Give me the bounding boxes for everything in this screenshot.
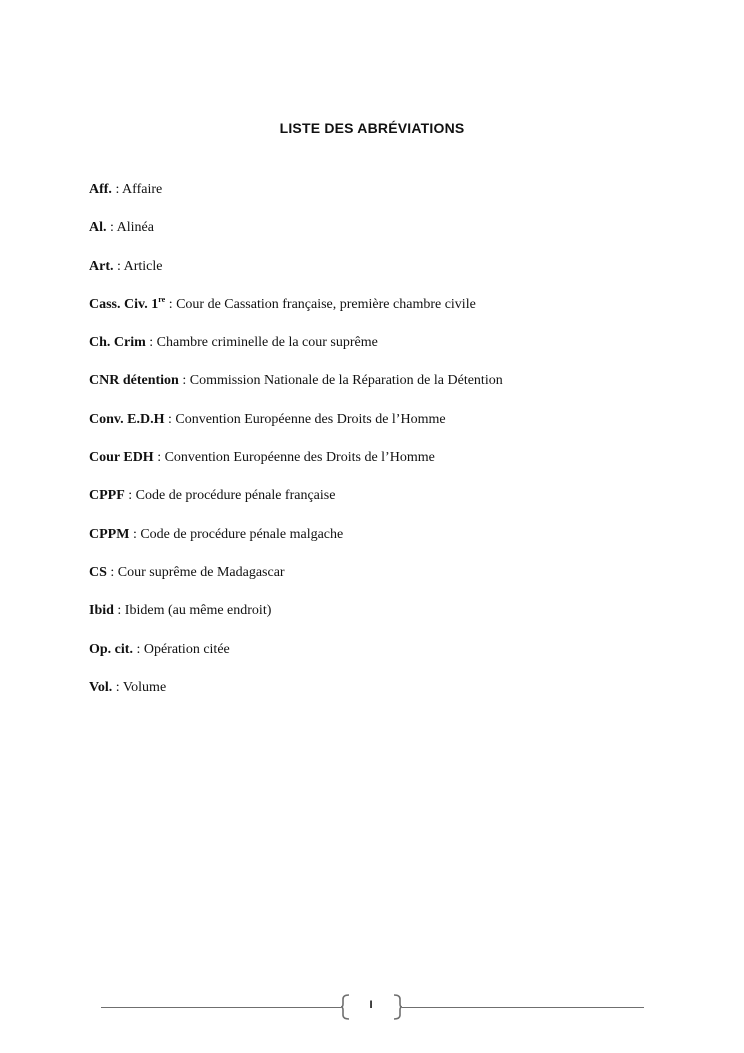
abbreviation-term: Aff. <box>89 182 112 197</box>
footer-rule-right <box>402 1007 644 1008</box>
page-title: LISTE DES ABRÉVIATIONS <box>279 120 465 136</box>
abbreviation-term: Op. cit. <box>89 641 133 657</box>
list-item <box>89 526 503 564</box>
abbreviation-definition: : Volume <box>112 679 167 695</box>
abbreviation-definition: : Cour suprême de Madagascar <box>106 564 285 580</box>
abbreviation-definition: : Code de procédure pénale française <box>124 488 336 504</box>
list-item <box>89 219 503 257</box>
abbreviation-definition: : Ibidem (au même endroit) <box>113 603 272 619</box>
list-item <box>89 181 503 219</box>
abbreviation-definition: : Cour de Cassation française, première chambre civile <box>165 296 476 312</box>
page-number: I <box>369 999 373 1011</box>
abbreviation-definition: : Code de procédure pénale malgache <box>129 526 344 542</box>
abbreviation-term: Conv. E.D.H <box>89 411 165 427</box>
list-item <box>89 258 503 296</box>
list-item <box>89 411 503 449</box>
abbreviation-definition: : Convention Européenne des Droits de l’Homme <box>164 411 446 427</box>
abbreviation-term: Cour EDH <box>89 450 154 466</box>
list-item <box>89 602 503 640</box>
abbreviation-definition: : Affaire <box>111 182 163 197</box>
list-item <box>89 564 503 602</box>
abbreviation-term-text: Cass. Civ. 1 <box>89 296 159 312</box>
abbreviation-definition: : Alinéa <box>106 220 154 236</box>
abbreviation-definition: : Chambre criminelle de la cour suprême <box>145 335 378 351</box>
list-item <box>89 487 503 525</box>
list-item <box>89 334 503 372</box>
list-item <box>89 296 503 334</box>
abbreviation-term: Ch. Crim <box>89 335 146 351</box>
abbreviation-term: Art. <box>89 258 114 274</box>
abbreviation-term: CNR détention <box>89 373 179 389</box>
abbreviation-term-superscript: re <box>158 294 166 304</box>
abbreviation-definition: : Convention Européenne des Droits de l’Homme <box>153 450 435 466</box>
left-brace-icon <box>340 994 350 1020</box>
footer-rule-left <box>101 1007 341 1008</box>
abbreviation-term: CS <box>89 564 107 580</box>
abbreviation-term: Al. <box>89 220 107 236</box>
abbreviation-term: CPPM <box>89 526 130 542</box>
abbreviation-definition: : Commission Nationale de la Réparation de la Détention <box>178 373 503 389</box>
list-item <box>89 449 503 487</box>
abbreviation-term: CPPF <box>89 488 125 504</box>
list-item <box>89 372 503 410</box>
list-item <box>89 641 503 679</box>
abbreviation-term <box>89 294 166 312</box>
abbreviation-definition: : Article <box>113 258 163 274</box>
abbreviation-definition: : Opération citée <box>132 641 230 657</box>
abbreviation-term: Ibid <box>89 603 114 619</box>
list-item <box>89 679 503 717</box>
abbreviation-list <box>89 181 503 717</box>
abbreviation-term: Vol. <box>89 679 113 695</box>
page-footer <box>0 990 744 1026</box>
